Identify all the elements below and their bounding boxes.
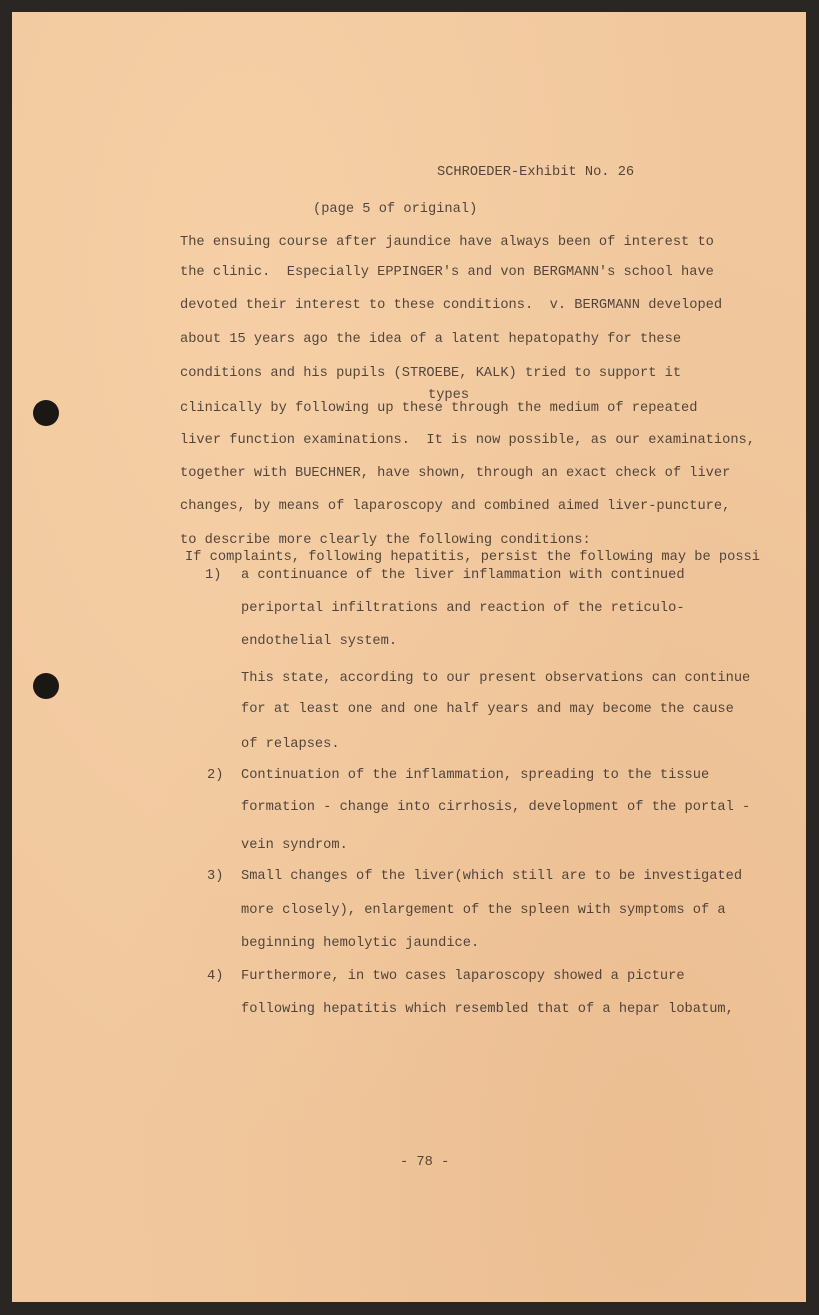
paragraph-line: The ensuing course after jaundice have always been of interest to (180, 235, 714, 250)
item-line: Continuation of the inflammation, spreading to the tissue (241, 768, 710, 783)
paragraph-line: the clinic. Especially EPPINGER's and von BERGMANN's school have (180, 265, 714, 280)
paragraph-line: clinically by following up these through the medium of repeated (180, 401, 698, 416)
item-line: endothelial system. (241, 634, 398, 649)
item-line: periportal infiltrations and reaction of the reticulo- (241, 601, 685, 616)
paragraph-line: liver function examinations. It is now possible, as our examinations, (180, 433, 755, 448)
item-line: vein syndrom. (241, 838, 348, 853)
item-line: This state, according to our present observations can continue (241, 671, 751, 686)
item-line: more closely), enlargement of the spleen with symptoms of a (241, 903, 726, 918)
item-line: of relapses. (241, 737, 340, 752)
punch-hole (33, 400, 59, 426)
item-line: a continuance of the liver inflammation with continued (241, 568, 685, 583)
item-line: following hepatitis which resembled that of a hepar lobatum, (241, 1002, 734, 1017)
page-number: - 78 - (400, 1155, 450, 1170)
handwritten-insertion: types (428, 388, 470, 403)
paragraph-line: devoted their interest to these conditions. v. BERGMANN developed (180, 298, 723, 313)
intro-line: If complaints, following hepatitis, persist the following may be possi (185, 550, 760, 565)
item-line: for at least one and one half years and may become the cause (241, 702, 734, 717)
page-reference: (page 5 of original) (313, 202, 478, 217)
item-number: 4) (207, 969, 224, 984)
paragraph-line: to describe more clearly the following conditions: (180, 533, 591, 548)
item-line: formation - change into cirrhosis, development of the portal - (241, 800, 751, 815)
item-number: 3) (207, 869, 224, 884)
paragraph-line: together with BUECHNER, have shown, through an exact check of liver (180, 466, 731, 481)
item-line: beginning hemolytic jaundice. (241, 936, 480, 951)
item-number: 2) (207, 768, 224, 783)
item-number: 1) (205, 568, 222, 583)
item-line: Furthermore, in two cases laparoscopy showed a picture (241, 969, 685, 984)
paragraph-line: changes, by means of laparoscopy and combined aimed liver-puncture, (180, 499, 731, 514)
exhibit-header: SCHROEDER-Exhibit No. 26 (437, 165, 635, 180)
paragraph-line: about 15 years ago the idea of a latent hepatopathy for these (180, 332, 682, 347)
punch-hole (33, 673, 59, 699)
item-line: Small changes of the liver(which still are to be investigated (241, 869, 743, 884)
paragraph-line: conditions and his pupils (STROEBE, KALK) tried to support it (180, 366, 682, 381)
